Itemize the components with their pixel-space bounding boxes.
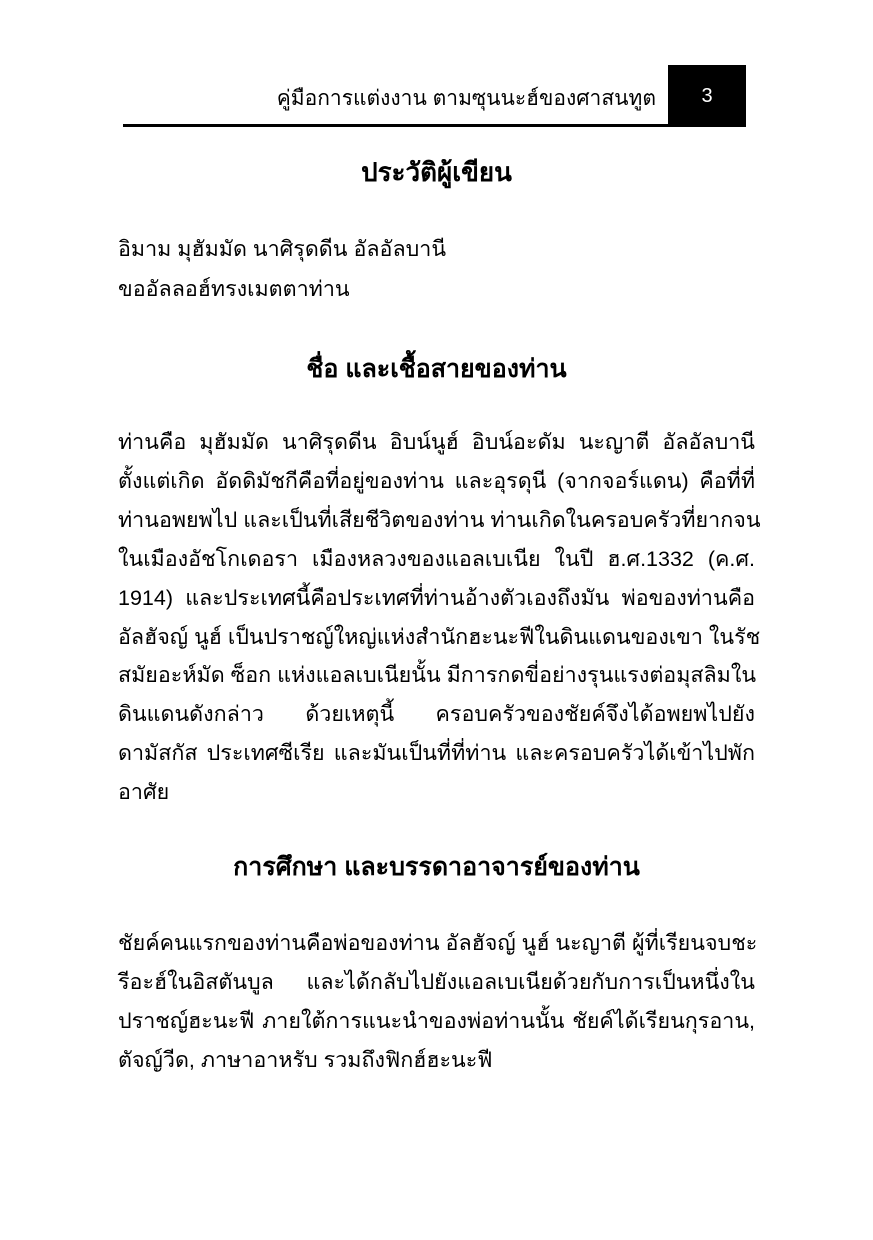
paragraph-line: สมัยอะห์มัด ซ็อก แห่งแอลเบเนียนั้น มีการกดขี่อย่างรุนแรงต่อมุสลิมใน bbox=[118, 663, 757, 688]
header-rule bbox=[123, 124, 669, 127]
paragraph-line: ท่านคือ มุฮัมมัด นาศิรุดดีน อิบน์นูฮ์ อิบน์อะดัม นะญาตี อัลอัลบานี bbox=[118, 430, 755, 454]
running-header: คู่มือการแต่งงาน ตามซุนนะฮ์ของศาสนทูต bbox=[276, 87, 656, 110]
section-heading: ชื่อ และเชื้อสายของท่าน bbox=[306, 355, 567, 383]
paragraph-line: 1914) และประเทศนี้คือประเทศที่ท่านอ้างตัวเองถึงมัน พ่อของท่านคือ bbox=[118, 585, 755, 610]
author-blessing: ขออัลลอฮ์ทรงเมตตาท่าน bbox=[118, 277, 350, 301]
author-name: อิมาม มุฮัมมัด นาศิรุดดีน อัลอัลบานี bbox=[118, 237, 447, 261]
paragraph-line: ท่านอพยพไป และเป็นที่เสียชีวิตของท่าน ท่านเกิดในครอบครัวที่ยากจน bbox=[118, 507, 761, 532]
paragraph-line: ตัจญ์วีด, ภาษาอาหรับ รวมถึงฟิกฮ์ฮะนะฟี bbox=[118, 1047, 493, 1072]
section-heading: การศึกษา และบรรดาอาจารย์ของท่าน bbox=[233, 853, 640, 881]
paragraph-line: ดามัสกัส ประเทศซีเรีย และมันเป็นที่ที่ท่าน และครอบครัวได้เข้าไปพัก bbox=[118, 741, 755, 766]
paragraph-line: ดินแดนดังกล่าว ด้วยเหตุนี้ ครอบครัวของชัยค์จึงได้อพยพไปยัง bbox=[118, 702, 755, 727]
paragraph-line: ชัยค์คนแรกของท่านคือพ่อของท่าน อัลฮัจญ์ นูฮ์ นะญาตี ผู้ที่เรียนจบชะ bbox=[118, 931, 758, 955]
paragraph-line: ในเมืองอัชโกเดอรา เมืองหลวงของแอลเบเนีย ในปี ฮ.ศ.1332 (ค.ศ. bbox=[118, 546, 755, 571]
paragraph-line: อัลฮัจญ์ นูฮ์ เป็นปราชญ์ใหญ่แห่งสำนักฮะนะฟีในดินแดนของเขา ในรัช bbox=[118, 624, 761, 649]
paragraph-line: ปราชญ์ฮะนะฟี ภายใต้การแนะนำของพ่อท่านนั้น ชัยค์ได้เรียนกุรอาน, bbox=[118, 1008, 755, 1033]
page-title: ประวัติผู้เขียน bbox=[361, 157, 512, 187]
page-number: 3 bbox=[668, 65, 746, 127]
paragraph-line: ตั้งแต่เกิด อัดดิมัชกีคือที่อยู่ของท่าน และอุรดุนี (จากจอร์แดน) คือที่ที่ bbox=[118, 468, 755, 493]
paragraph-line: อาศัย bbox=[118, 780, 170, 805]
paragraph-line: รีอะฮ์ในอิสตันบูล และได้กลับไปยังแอลเบเนียด้วยกับการเป็นหนึ่งใน bbox=[118, 969, 755, 994]
